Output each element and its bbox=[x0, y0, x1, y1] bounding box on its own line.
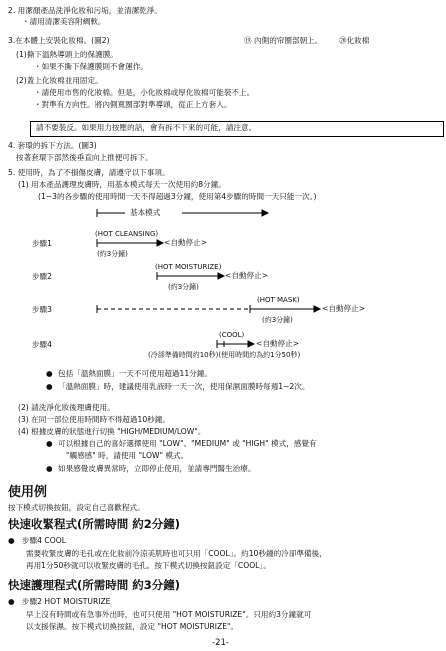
substep-1: (1)撕下温熱導頭上的保護膜。 bbox=[16, 50, 118, 59]
usage-heading: 使用例 bbox=[8, 485, 48, 500]
basic-mode-label: 基本模式 bbox=[130, 208, 161, 217]
instruction-step-4-detail: 按著套環下部然後垂直向上推便可拆下。 bbox=[16, 153, 153, 162]
quick-tighten-heading: 快速收緊程式(所需時間 約2分鐘) bbox=[8, 517, 181, 531]
substep-2: (2)蓋上化妝棉並用固定。 bbox=[16, 76, 103, 85]
quick-care-text-2: 以支援保濕。按下模式切換按鈕，設定 "HOT MOISTURIZE"。 bbox=[26, 622, 239, 631]
bullet-dot: ● bbox=[8, 597, 15, 606]
step-1-stop: <自動停止> bbox=[164, 238, 208, 247]
figure-callout-19: ⑲ 內側的帘圈部朝上。 bbox=[244, 36, 323, 45]
rule-2: (2) 請洗淨化妝後理膚使用。 bbox=[18, 403, 115, 412]
rule-4-bullet-b: 如果感覺皮膚異常時，立即停止使用，並請專門醫生治療。 bbox=[58, 464, 256, 473]
rule-1-note: (1~3的各步驟的使用時間一天不得超過3分鐘，使用第4步驟的時間一天只能一次。) bbox=[38, 192, 317, 201]
quick-tighten-text-1: 需要收緊皮膚的毛孔或在化妝前冷涼美肌時也可只用「COOL」。約10秒鐘的冷卻準備後， bbox=[26, 549, 327, 558]
rule-4-bullet-a: 可以根據自己的喜好選擇使用 "LOW"、"MEDIUM" 或 "HIGH" 模式，感覺有 bbox=[58, 439, 317, 448]
step-2-time: (約3分鐘) bbox=[168, 283, 199, 291]
quick-care-text-1: 早上沒有時間或有急事外出時，也可只使用 "HOT MOISTURIZE"。只用約3分鐘就可 bbox=[26, 610, 312, 619]
step-4-mode: (COOL) bbox=[219, 331, 245, 339]
bullet-mask-frequency: 「溫熱面膜」時，建議使用乳液時一天一次，使用保濕面膜時每週1~2次。 bbox=[58, 382, 310, 391]
step-4-label: 步驟4 bbox=[32, 340, 53, 349]
rule-3: (3) 在同一部位使用時間時不得超過10秒鐘。 bbox=[18, 415, 170, 424]
step-1-time: (約3分鐘) bbox=[97, 250, 128, 258]
step-2-mode: (HOT MOISTURIZE) bbox=[155, 263, 222, 271]
quick-care-heading: 快速護理程式(所需時間 約3分鐘) bbox=[8, 578, 181, 592]
rule-4-bullet-a-cont: "觸感感" 時，請使用 "LOW" 模式。 bbox=[66, 451, 189, 460]
step-3-mode: (HOT MASK) bbox=[257, 296, 300, 304]
step-1-label: 步驟1 bbox=[32, 239, 53, 248]
substep-2-note-a: ・請使用市售的化妝棉。但是，小化妝棉或厚化妝棉可能裝不上。 bbox=[34, 88, 255, 97]
step-4-stop: <自動停止> bbox=[256, 339, 300, 348]
step-2-label: 步驟2 bbox=[32, 272, 53, 281]
quick-tighten-text-2: 再用1分50秒就可以收緊皮膚的毛孔。按下模式切換按鈕設定「COOL」。 bbox=[26, 561, 271, 570]
instruction-step-2: 2. 用潔顏產品洗淨化妝和污垢，並清潔乾淨。 bbox=[8, 6, 162, 15]
bullet-dot: ● bbox=[46, 439, 53, 448]
step-2-stop: <自動停止> bbox=[225, 271, 269, 280]
step-3-label: 步驟3 bbox=[32, 305, 53, 314]
bullet-dot: ● bbox=[8, 536, 15, 545]
instruction-step-2-note: ・請用清潔美容附綢軟。 bbox=[22, 17, 106, 26]
caution-text: 請不要裝反。如果用力按壓的話，會有拆不下來的可能，請注意。 bbox=[36, 123, 257, 132]
step-3-time: (約3分鐘) bbox=[262, 316, 293, 324]
page-number: -21- bbox=[212, 638, 229, 648]
instruction-step-5: 5. 使用時，為了不損傷皮膚，請遵守以下事項。 bbox=[8, 168, 170, 177]
quick-tighten-step: 步驟4 COOL bbox=[22, 536, 66, 545]
instruction-step-3: 3.在本體上安裝化妝棉。(圖2) bbox=[8, 36, 110, 45]
usage-intro: 按下模式切換按鈕，設定自己喜歡程式。 bbox=[8, 503, 145, 512]
substep-2-note-b: ・對準有方向性。將內側寬圈部對準導頭，從正上方套入。 bbox=[34, 100, 232, 109]
instruction-step-4: 4. 套環的拆下方法。(圖3) bbox=[8, 141, 97, 150]
figure-callout-20: ⑳化妝棉 bbox=[339, 36, 370, 45]
bullet-dot: ● bbox=[46, 369, 53, 378]
quick-care-step: 步驟2 HOT MOISTURIZE bbox=[22, 597, 111, 606]
rule-1: (1) 用本產品護理皮膚時，用基本模式每天一次使用約8分鐘。 bbox=[18, 180, 226, 189]
bullet-dot: ● bbox=[46, 382, 53, 391]
step-3-stop: <自動停止> bbox=[322, 304, 366, 313]
step-1-mode: (HOT CLEANSING) bbox=[95, 230, 159, 238]
step-4-note: (冷卻準備時間約10秒)(使用時間約為約1分50秒) bbox=[148, 351, 301, 359]
rule-4: (4) 根據皮膚的狀態進行切換 "HIGH/MEDIUM/LOW"。 bbox=[18, 427, 206, 436]
bullet-dot: ● bbox=[46, 464, 53, 473]
bullet-mask-limit: 包括「溫熱面膜」一天不可使用超過11分鐘。 bbox=[58, 369, 212, 378]
substep-1-note: ・如果不撕下保護膜則不會運作。 bbox=[34, 62, 148, 71]
